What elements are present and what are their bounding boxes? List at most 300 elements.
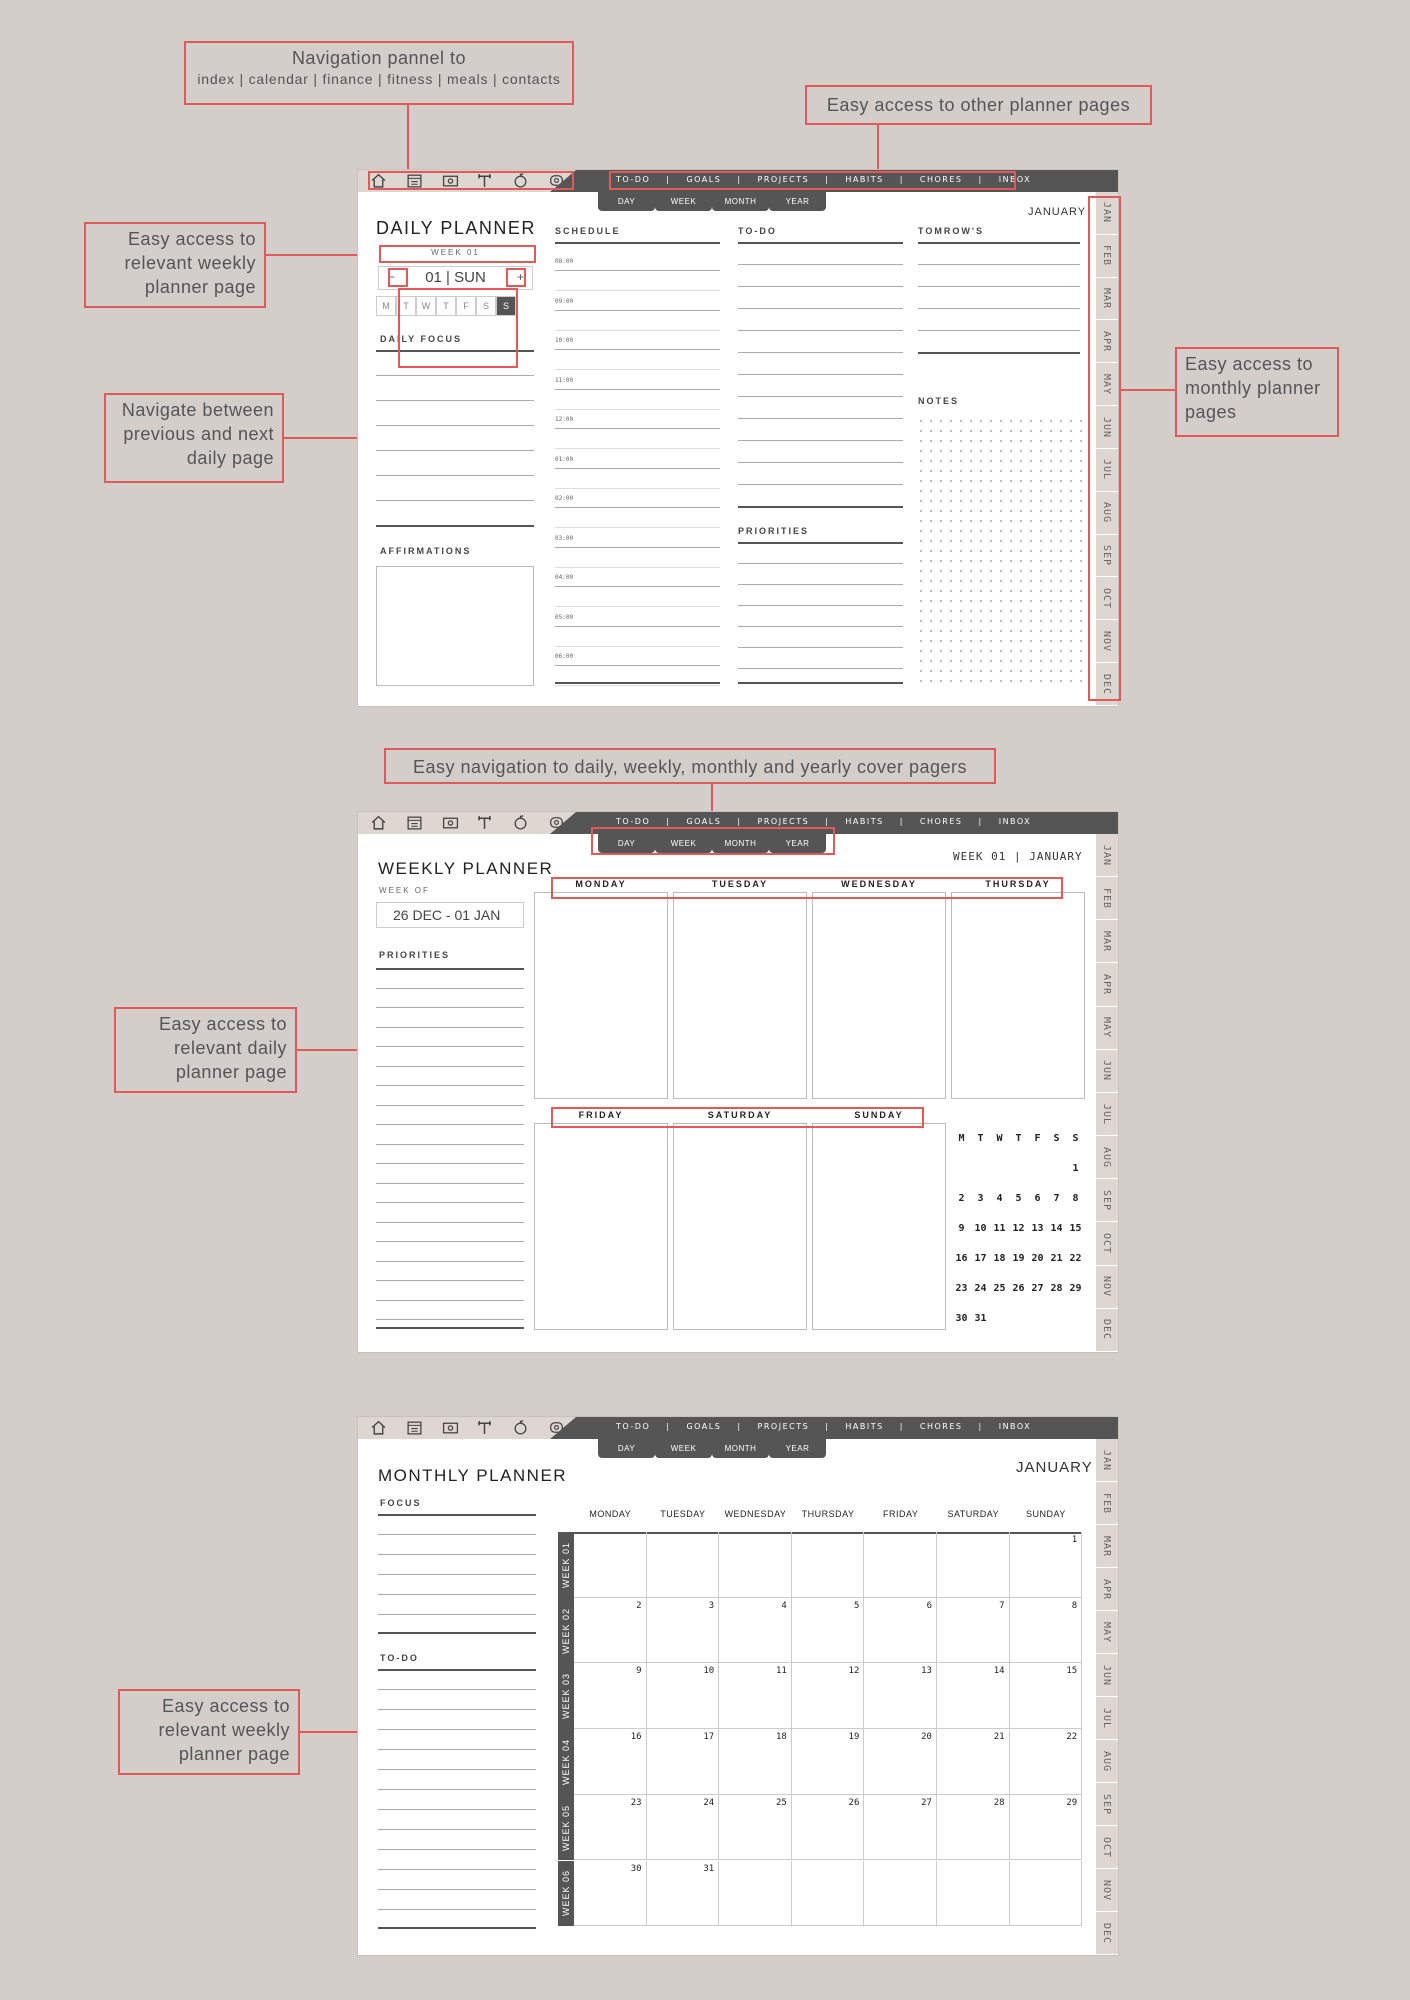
week-link-3[interactable]: [558, 1663, 574, 1729]
mini-cal-day: [1047, 1153, 1066, 1183]
month-tab-label: FEB: [1101, 245, 1113, 267]
day-link-monday[interactable]: MONDAY: [575, 879, 627, 889]
todo-line[interactable]: [738, 264, 903, 265]
month-day-cell[interactable]: 25: [719, 1795, 792, 1861]
week-link-5[interactable]: [558, 1795, 574, 1861]
month-day-cell[interactable]: 21: [937, 1729, 1010, 1795]
schedule-line[interactable]: [555, 626, 720, 627]
schedule-half-line[interactable]: [555, 409, 720, 410]
todo-line[interactable]: [378, 1769, 536, 1770]
weekday-wed[interactable]: W: [416, 296, 436, 316]
mini-cal-day[interactable]: 29: [1069, 1282, 1082, 1294]
tab-week[interactable]: WEEK: [655, 192, 712, 211]
nav-link-projects[interactable]: PROJECTS: [757, 175, 810, 184]
mini-cal-head: M: [958, 1132, 965, 1144]
fitness-icon[interactable]: [476, 1419, 493, 1436]
focus-line[interactable]: [378, 1614, 536, 1615]
priority-line[interactable]: [376, 1085, 524, 1086]
month-tab-aug[interactable]: [1096, 1740, 1118, 1783]
focus-label: FOCUS: [380, 1498, 422, 1508]
nav-link-todo[interactable]: TO-DO: [616, 175, 651, 184]
mini-cal-day[interactable]: 8: [1072, 1192, 1079, 1204]
mini-cal-day: [990, 1153, 1009, 1183]
todo-line[interactable]: [378, 1909, 536, 1910]
schedule-half-line[interactable]: [555, 606, 720, 607]
month-day-cell[interactable]: 13: [864, 1663, 937, 1729]
month-day-cell[interactable]: 22: [1010, 1729, 1083, 1795]
nav-link-todo[interactable]: TO-DO: [616, 1422, 651, 1431]
callout-prev-next: Navigate between previous and next daily page: [104, 393, 284, 483]
month-tab-sep[interactable]: [1096, 1783, 1118, 1826]
mini-cal-day: [1028, 1303, 1047, 1333]
nav-link-habits[interactable]: HABITS: [845, 817, 884, 826]
priority-line[interactable]: [376, 988, 524, 989]
tab-day[interactable]: DAY: [598, 1439, 655, 1458]
todo-line[interactable]: [738, 462, 903, 463]
mini-cal-day[interactable]: 17: [974, 1252, 987, 1264]
nav-links: TO-DO | GOALS | PROJECTS | HABITS | CHORES | INBOX: [616, 175, 1032, 184]
day-header: FRIDAY: [883, 1509, 919, 1519]
mini-cal-day[interactable]: 2: [958, 1192, 965, 1204]
month-tab-mar[interactable]: [1096, 920, 1118, 963]
affirmations-box[interactable]: [376, 566, 534, 686]
mini-cal-day[interactable]: 27: [1031, 1282, 1044, 1294]
month-day-cell[interactable]: 5: [792, 1598, 865, 1664]
month-tab-oct[interactable]: [1096, 1826, 1118, 1869]
mini-cal-day[interactable]: 14: [1050, 1222, 1063, 1234]
nav-link-projects[interactable]: PROJECTS: [757, 1422, 810, 1431]
month-tab-jan[interactable]: [1096, 834, 1118, 877]
month-tab-label: SEP: [1101, 1189, 1113, 1211]
callout-weekly-from-monthly: Easy access to relevant weekly planner page: [118, 1689, 300, 1775]
nav-link-todo[interactable]: TO-DO: [616, 817, 651, 826]
finance-icon[interactable]: [442, 1419, 459, 1436]
day-box[interactable]: [673, 1123, 807, 1330]
month-tab-jan[interactable]: [1096, 1439, 1118, 1482]
month-tab-label: MAY: [1101, 1621, 1113, 1643]
month-tab-jun[interactable]: [1096, 1050, 1118, 1093]
priority-line[interactable]: [376, 1105, 524, 1106]
home-icon[interactable]: [370, 1419, 387, 1436]
notes-label: NOTES: [918, 396, 960, 406]
todo-line[interactable]: [378, 1889, 536, 1890]
month-day-cell[interactable]: 3: [647, 1598, 720, 1664]
finance-icon[interactable]: [442, 814, 459, 831]
month-tab-mar[interactable]: [1096, 1525, 1118, 1568]
month-tab-label: AUG: [1101, 1146, 1113, 1168]
prev-day-button[interactable]: −: [388, 270, 396, 284]
mini-cal-day[interactable]: 19: [1012, 1252, 1025, 1264]
mini-cal-day[interactable]: 5: [1015, 1192, 1022, 1204]
todo-line[interactable]: [378, 1709, 536, 1710]
tab-day[interactable]: DAY: [598, 192, 655, 211]
schedule-line[interactable]: [555, 665, 720, 666]
schedule-line[interactable]: [555, 310, 720, 311]
month-day-cell[interactable]: 8: [1010, 1598, 1083, 1664]
todo-line[interactable]: [378, 1809, 536, 1810]
meals-icon[interactable]: [512, 1419, 529, 1436]
month-day-cell[interactable]: [792, 1861, 865, 1927]
month-tab-sep[interactable]: [1096, 1179, 1118, 1222]
priority-line[interactable]: [376, 1222, 524, 1223]
tab-week[interactable]: WEEK: [655, 1439, 712, 1458]
schedule-line[interactable]: [555, 389, 720, 390]
page-title: DAILY PLANNER: [376, 218, 536, 238]
priority-line[interactable]: [738, 584, 903, 585]
month-tab-jul[interactable]: [1096, 1697, 1118, 1740]
weekday-fri[interactable]: F: [456, 296, 476, 316]
week-link-4[interactable]: [558, 1729, 574, 1795]
todo-line[interactable]: [738, 330, 903, 331]
priority-line[interactable]: [738, 605, 903, 606]
day-header: MONDAY: [589, 1509, 632, 1519]
todo-line[interactable]: [378, 1789, 536, 1790]
mini-cal-day[interactable]: 31: [974, 1312, 987, 1324]
focus-line[interactable]: [378, 1534, 536, 1535]
nav-panel: [358, 1417, 1118, 1439]
month-tab-nov[interactable]: [1096, 1869, 1118, 1912]
month-day-cell[interactable]: [719, 1532, 792, 1598]
month-tab-dec[interactable]: [1096, 1912, 1118, 1955]
mini-cal-day[interactable]: 6: [1034, 1192, 1041, 1204]
mini-cal-day[interactable]: 7: [1053, 1192, 1060, 1204]
nav-link-inbox[interactable]: INBOX: [998, 175, 1032, 184]
month-day-cell[interactable]: 7: [937, 1598, 1010, 1664]
schedule-time: 09:00: [555, 297, 574, 305]
mini-cal-day[interactable]: 15: [1069, 1222, 1082, 1234]
mini-cal-day[interactable]: 30: [955, 1312, 968, 1324]
mini-cal-day[interactable]: 18: [993, 1252, 1006, 1264]
current-date: 01 | SUN: [425, 269, 486, 286]
tab-week[interactable]: WEEK: [655, 834, 712, 853]
nav-link-goals[interactable]: GOALS: [686, 175, 722, 184]
month-tab-label: APR: [1101, 974, 1113, 996]
todo-line[interactable]: [378, 1749, 536, 1750]
month-tab-label: JUL: [1101, 1103, 1113, 1125]
priority-line[interactable]: [376, 1124, 524, 1125]
schedule-half-line[interactable]: [555, 527, 720, 528]
next-day-button[interactable]: +: [517, 270, 525, 284]
nav-link-projects[interactable]: PROJECTS: [757, 817, 810, 826]
day-box[interactable]: [951, 892, 1085, 1099]
calendar-icon[interactable]: [406, 1419, 423, 1436]
mini-cal-day: [990, 1303, 1009, 1333]
month-day-cell[interactable]: 6: [864, 1598, 937, 1664]
day-box[interactable]: [673, 892, 807, 1099]
priority-line[interactable]: [738, 668, 903, 669]
priority-line[interactable]: [376, 1066, 524, 1067]
mini-cal-day[interactable]: 23: [955, 1282, 968, 1294]
month-tab-apr[interactable]: [1096, 964, 1118, 1007]
month-tab-feb[interactable]: [1096, 877, 1118, 920]
priority-line[interactable]: [376, 1261, 524, 1262]
nav-link-habits[interactable]: HABITS: [845, 175, 884, 184]
month-tab-label: SEP: [1101, 545, 1113, 567]
month-tab-label: JAN: [1101, 844, 1113, 866]
focus-line[interactable]: [378, 1574, 536, 1575]
month-tab-jul[interactable]: [1096, 1093, 1118, 1136]
week-label: WEEK 06: [561, 1870, 572, 1917]
week-link-1[interactable]: [558, 1532, 574, 1598]
month-tab-label: JUL: [1101, 1707, 1113, 1729]
priorities-label: PRIORITIES: [738, 526, 810, 536]
month-day-cell[interactable]: 14: [937, 1663, 1010, 1729]
schedule-half-line[interactable]: [555, 488, 720, 489]
todo-line[interactable]: [378, 1869, 536, 1870]
schedule-line[interactable]: [555, 468, 720, 469]
month-tab-label: MAR: [1101, 288, 1113, 310]
todo-line[interactable]: [738, 352, 903, 353]
month-tab-aug[interactable]: [1096, 1136, 1118, 1179]
month-day-cell[interactable]: [719, 1861, 792, 1927]
mini-calendar: [952, 1123, 1085, 1333]
mini-cal-day[interactable]: 12: [1012, 1222, 1025, 1234]
month-tab-label: APR: [1101, 330, 1113, 352]
tomorrow-label: TOMROW'S: [918, 226, 984, 236]
priority-line[interactable]: [376, 1046, 524, 1047]
month-tab-label: JUN: [1101, 1664, 1113, 1686]
priority-line[interactable]: [376, 1202, 524, 1203]
priority-line[interactable]: [376, 1163, 524, 1164]
month-day-cell[interactable]: [937, 1861, 1010, 1927]
day-box[interactable]: [534, 892, 668, 1099]
month-day-cell[interactable]: [792, 1532, 865, 1598]
callout-navigation-panel: [184, 41, 574, 105]
nav-link-chores[interactable]: CHORES: [919, 817, 963, 826]
priority-line[interactable]: [376, 1183, 524, 1184]
schedule-half-line[interactable]: [555, 685, 720, 686]
schedule-half-line[interactable]: [555, 646, 720, 647]
page-title: MONTHLY PLANNER: [378, 1466, 568, 1485]
month-day-cell[interactable]: 12: [792, 1663, 865, 1729]
month-day-cell[interactable]: 1: [1010, 1532, 1083, 1598]
tab-month[interactable]: MONTH: [712, 1439, 769, 1458]
priority-line[interactable]: [738, 626, 903, 627]
week-range: 26 DEC - 01 JAN: [376, 902, 524, 928]
priority-line[interactable]: [376, 1280, 524, 1281]
month-day-cell[interactable]: 24: [647, 1795, 720, 1861]
day-header: TUESDAY: [660, 1509, 706, 1519]
tab-day[interactable]: DAY: [598, 834, 655, 853]
mini-cal-head: W: [996, 1132, 1003, 1144]
mini-cal-day: [952, 1153, 971, 1183]
todo-line[interactable]: [378, 1849, 536, 1850]
schedule-half-line[interactable]: [555, 330, 720, 331]
month-tab-feb[interactable]: [1096, 1482, 1118, 1525]
month-tab-label: MAR: [1101, 1535, 1113, 1557]
schedule-line[interactable]: [555, 270, 720, 271]
mini-cal-day[interactable]: 22: [1069, 1252, 1082, 1264]
week-link-6[interactable]: [558, 1861, 574, 1927]
weekday-mon[interactable]: M: [376, 296, 396, 316]
mini-cal-day[interactable]: 3: [977, 1192, 984, 1204]
priority-line[interactable]: [738, 563, 903, 564]
todo-line[interactable]: [738, 418, 903, 419]
todo-line[interactable]: [378, 1829, 536, 1830]
month-day-cell[interactable]: 16: [574, 1729, 647, 1795]
day-box[interactable]: [534, 1123, 668, 1330]
todo-line[interactable]: [738, 286, 903, 287]
calendar-icon[interactable]: [406, 814, 423, 831]
priority-line[interactable]: [738, 647, 903, 648]
day-link-tuesday[interactable]: TUESDAY: [711, 879, 769, 889]
month-day-cell[interactable]: [1010, 1861, 1083, 1927]
priority-line[interactable]: [376, 1300, 524, 1301]
nav-link-inbox[interactable]: INBOX: [998, 1422, 1032, 1431]
schedule-half-line[interactable]: [555, 448, 720, 449]
tab-year[interactable]: YEAR: [769, 834, 826, 853]
month-day-cell[interactable]: 27: [864, 1795, 937, 1861]
weekday-sun[interactable]: S: [496, 296, 516, 316]
month-day-cell[interactable]: 28: [937, 1795, 1010, 1861]
schedule-label: SCHEDULE: [555, 226, 621, 236]
todo-line[interactable]: [378, 1689, 536, 1690]
mini-cal-day[interactable]: 28: [1050, 1282, 1063, 1294]
schedule-half-line[interactable]: [555, 290, 720, 291]
schedule-half-line[interactable]: [555, 567, 720, 568]
month-tab-dec[interactable]: [1096, 1309, 1118, 1352]
priority-line[interactable]: [376, 1319, 524, 1320]
monthly-planner-page: [358, 1417, 1118, 1955]
todo-line[interactable]: [738, 308, 903, 309]
month-tab-may[interactable]: [1096, 1007, 1118, 1050]
meals-icon[interactable]: [512, 814, 529, 831]
month-day-cell[interactable]: 18: [719, 1729, 792, 1795]
month-tab-may[interactable]: [1096, 1611, 1118, 1654]
schedule-time: 05:00: [555, 613, 574, 621]
nav-link-chores[interactable]: CHORES: [919, 175, 963, 184]
month-day-cell[interactable]: [574, 1532, 647, 1598]
mini-cal-day[interactable]: 1: [1072, 1162, 1079, 1174]
weekday-tue[interactable]: T: [396, 296, 416, 316]
day-header: SATURDAY: [947, 1509, 1000, 1519]
fitness-icon[interactable]: [476, 814, 493, 831]
mini-cal-day[interactable]: 20: [1031, 1252, 1044, 1264]
tab-year[interactable]: YEAR: [769, 1439, 826, 1458]
nav-link-goals[interactable]: GOALS: [686, 1422, 722, 1431]
nav-links: TO-DO | GOALS | PROJECTS | HABITS | CHORES | INBOX: [616, 817, 1032, 826]
day-link-wednesday[interactable]: WEDNESDAY: [841, 879, 917, 889]
schedule-line[interactable]: [555, 586, 720, 587]
weekday-sat[interactable]: S: [476, 296, 496, 316]
priority-line[interactable]: [376, 1144, 524, 1145]
month-tab-nov[interactable]: [1096, 1266, 1118, 1309]
month-tab-label: MAY: [1101, 373, 1113, 395]
mini-cal-day[interactable]: 4: [996, 1192, 1003, 1204]
month-day-cell[interactable]: 15: [1010, 1663, 1083, 1729]
mini-cal-day[interactable]: 13: [1031, 1222, 1044, 1234]
mini-cal-day[interactable]: 16: [955, 1252, 968, 1264]
month-day-cell[interactable]: 2: [574, 1598, 647, 1664]
month-day-cell[interactable]: 23: [574, 1795, 647, 1861]
tab-year[interactable]: YEAR: [769, 192, 826, 211]
month-day-cell[interactable]: 30: [574, 1861, 647, 1927]
day-link-friday[interactable]: FRIDAY: [578, 1110, 624, 1120]
month-day-cell[interactable]: 4: [719, 1598, 792, 1664]
todo-line[interactable]: [378, 1729, 536, 1730]
month-day-cell[interactable]: [864, 1861, 937, 1927]
schedule-line[interactable]: [555, 507, 720, 508]
month-tab-oct[interactable]: [1096, 1223, 1118, 1266]
home-icon[interactable]: [370, 814, 387, 831]
affirmations-label: AFFIRMATIONS: [380, 546, 472, 556]
month-tab-apr[interactable]: [1096, 1568, 1118, 1611]
month-tab-label: OCT: [1101, 1836, 1113, 1858]
nav-link-goals[interactable]: GOALS: [686, 817, 722, 826]
mini-cal-day[interactable]: 9: [958, 1222, 965, 1234]
schedule-line[interactable]: [555, 349, 720, 350]
month-day-cell[interactable]: [864, 1532, 937, 1598]
day-link-thursday[interactable]: THURSDAY: [985, 879, 1051, 889]
month-tab-label: APR: [1101, 1578, 1113, 1600]
week-label: WEEK 02: [561, 1607, 572, 1654]
todo-line[interactable]: [738, 440, 903, 441]
nav-link-chores[interactable]: CHORES: [919, 1422, 963, 1431]
tab-month[interactable]: MONTH: [712, 834, 769, 853]
week-link[interactable]: WEEK 01: [431, 248, 480, 257]
month-tab-label: MAY: [1101, 1017, 1113, 1039]
mini-cal-day[interactable]: 25: [993, 1282, 1006, 1294]
day-box[interactable]: [812, 892, 946, 1099]
mini-cal-day[interactable]: 26: [1012, 1282, 1025, 1294]
week-link-2[interactable]: [558, 1598, 574, 1664]
month-day-cell[interactable]: 19: [792, 1729, 865, 1795]
schedule-time: 02:00: [555, 495, 574, 502]
month-day-cell[interactable]: 11: [719, 1663, 792, 1729]
mini-cal-day[interactable]: 10: [974, 1222, 987, 1234]
focus-line[interactable]: [378, 1554, 536, 1555]
todo-line[interactable]: [738, 374, 903, 375]
priority-line[interactable]: [376, 1027, 524, 1028]
month-tab-label: FEB: [1101, 1492, 1113, 1514]
mini-cal-day[interactable]: 21: [1050, 1252, 1063, 1264]
focus-line[interactable]: [378, 1594, 536, 1595]
month-day-cell[interactable]: 31: [647, 1861, 720, 1927]
mini-cal-day[interactable]: 11: [993, 1222, 1006, 1234]
todo-line[interactable]: [738, 484, 903, 485]
nav-link-inbox[interactable]: INBOX: [998, 817, 1032, 826]
month-day-cell[interactable]: 29: [1010, 1795, 1083, 1861]
month-day-cell[interactable]: 9: [574, 1663, 647, 1729]
month-day-cell[interactable]: [647, 1532, 720, 1598]
todo-line[interactable]: [738, 396, 903, 397]
priority-line[interactable]: [376, 1007, 524, 1008]
mini-cal-head: T: [977, 1132, 984, 1144]
schedule-half-line[interactable]: [555, 369, 720, 370]
month-day-cell[interactable]: 17: [647, 1729, 720, 1795]
month-tab-label: DEC: [1101, 1319, 1113, 1341]
day-link-saturday[interactable]: SATURDAY: [707, 1110, 773, 1120]
mini-cal-day: [1047, 1303, 1066, 1333]
mini-cal-head: S: [1053, 1132, 1060, 1144]
notes-dot-grid[interactable]: [916, 416, 1082, 686]
tab-month[interactable]: MONTH: [712, 192, 769, 211]
month-day-cell[interactable]: 26: [792, 1795, 865, 1861]
month-day-cell[interactable]: [937, 1532, 1010, 1598]
day-box[interactable]: [812, 1123, 946, 1330]
month-tab-jun[interactable]: [1096, 1654, 1118, 1697]
month-day-cell[interactable]: 10: [647, 1663, 720, 1729]
priority-line[interactable]: [376, 1241, 524, 1242]
month-day-cell[interactable]: 20: [864, 1729, 937, 1795]
mini-cal-day[interactable]: 24: [974, 1282, 987, 1294]
nav-link-habits[interactable]: HABITS: [845, 1422, 884, 1431]
day-link-sunday[interactable]: SUNDAY: [854, 1110, 904, 1120]
schedule-line[interactable]: [555, 428, 720, 429]
page-title: WEEKLY PLANNER: [378, 859, 554, 878]
weekday-thu[interactable]: T: [436, 296, 456, 316]
schedule-line[interactable]: [555, 547, 720, 548]
